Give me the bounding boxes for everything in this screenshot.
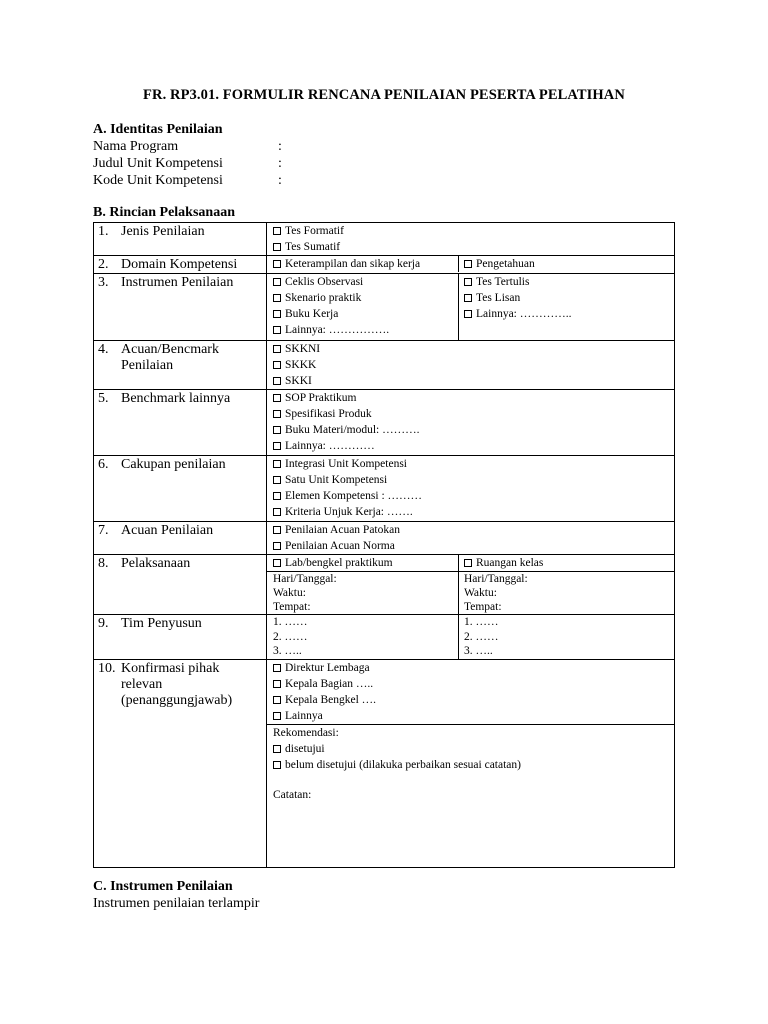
checkbox-option[interactable]: [273, 741, 674, 757]
identity-fields: [93, 138, 298, 189]
row-label-cell: [94, 660, 267, 868]
option-label: Ruangan kelas: [476, 557, 544, 569]
checkbox-option[interactable]: [464, 555, 674, 571]
option-label: SKKNI: [285, 343, 321, 355]
table-row: [94, 341, 675, 390]
row-label: Acuan/Bencmark Penilaian: [121, 342, 219, 373]
rincian-table: [93, 222, 675, 868]
row-options-cell: [267, 390, 675, 456]
option-label: Tes Lisan: [476, 292, 521, 304]
checkbox-icon[interactable]: [273, 476, 281, 484]
field-colon: :: [278, 173, 282, 188]
checkbox-option[interactable]: [464, 306, 674, 322]
row-label: Pelaksanaan: [121, 556, 191, 571]
option-label: Pengetahuan: [476, 258, 535, 270]
row-options-cell: [267, 615, 675, 660]
page-title: FR. RP3.01. FORMULIR RENCANA PENILAIAN PESERTA PELATIHAN: [143, 87, 625, 103]
row-label-cell: [94, 456, 267, 522]
row-number: 9.: [98, 616, 109, 631]
detail-waktu: Waktu:: [273, 587, 306, 599]
checkbox-icon[interactable]: [273, 680, 281, 688]
checkbox-option[interactable]: [273, 504, 674, 520]
row-label: Tim Penyusun: [121, 616, 202, 631]
checkbox-icon[interactable]: [273, 542, 281, 550]
checkbox-icon[interactable]: [273, 460, 281, 468]
row-options-cell: [267, 555, 675, 615]
option-label: Lainnya: …………..: [476, 308, 572, 320]
checkbox-option[interactable]: [273, 406, 674, 422]
field-kode-unit: [93, 172, 298, 189]
row-options-cell: [267, 256, 675, 274]
row-label: Konfirmasi pihak relevan (penanggungjawab): [121, 661, 233, 708]
table-row: [94, 660, 675, 868]
row-label: Benchmark lainnya: [121, 391, 231, 406]
option-label: Penilaian Acuan Norma: [285, 540, 395, 552]
checkbox-icon[interactable]: [273, 310, 281, 318]
detail-tempat: Tempat:: [273, 601, 311, 613]
checkbox-option[interactable]: [273, 223, 674, 239]
checkbox-option[interactable]: [273, 390, 674, 406]
row-options-cell: [267, 522, 675, 555]
checkbox-option[interactable]: [273, 306, 458, 322]
option-label: SKKK: [285, 359, 317, 371]
option-label: Kriteria Unjuk Kerja: …….: [285, 506, 413, 518]
checkbox-option[interactable]: [464, 256, 674, 272]
checkbox-icon[interactable]: [273, 426, 281, 434]
checkbox-option[interactable]: [273, 438, 674, 454]
row-number: 6.: [98, 457, 109, 472]
checkbox-option[interactable]: [464, 274, 674, 290]
option-label: Spesifikasi Produk: [285, 408, 372, 420]
option-label: Kepala Bengkel ….: [285, 694, 377, 706]
team-member: 2. ……: [273, 630, 308, 643]
team-member: 2. ……: [464, 630, 499, 643]
section-c-heading: C. Instrumen Penilaian: [93, 879, 233, 894]
checkbox-option[interactable]: [273, 373, 674, 389]
table-row: [94, 522, 675, 555]
checkbox-option[interactable]: [273, 555, 458, 571]
table-row: [94, 615, 675, 660]
option-label: Elemen Kompetensi : ………: [285, 490, 423, 502]
row-label: Domain Kompetensi: [121, 257, 238, 272]
row-number: 8.: [98, 556, 109, 571]
row-options-cell: [267, 456, 675, 522]
row-options-cell: [267, 223, 675, 256]
checkbox-option[interactable]: [273, 274, 458, 290]
row-label: Cakupan penilaian: [121, 457, 226, 472]
option-label: belum disetujui (dilakuka perbaikan sesuai catatan): [285, 759, 521, 771]
rekomendasi-label: Rekomendasi:: [273, 727, 339, 739]
section-b-heading: B. Rincian Pelaksanaan: [93, 205, 235, 220]
checkbox-icon[interactable]: [464, 260, 472, 268]
team-member: 1. ……: [464, 616, 499, 628]
table-row: [94, 456, 675, 522]
option-label: SKKI: [285, 375, 312, 387]
checkbox-icon[interactable]: [273, 442, 281, 450]
checkbox-icon[interactable]: [273, 377, 281, 385]
field-colon: :: [278, 139, 282, 154]
checkbox-option[interactable]: [273, 708, 674, 724]
option-label: Buku Kerja: [285, 308, 339, 320]
row-number: 1.: [98, 224, 109, 239]
row-options-cell: [267, 660, 675, 868]
checkbox-icon[interactable]: [273, 712, 281, 720]
option-label: Kepala Bagian …..: [285, 678, 374, 690]
checkbox-option[interactable]: [273, 757, 674, 773]
option-label: Lainnya: [285, 710, 323, 722]
field-label: Kode Unit Kompetensi: [93, 173, 223, 188]
checkbox-icon[interactable]: [273, 260, 281, 268]
option-label: Buku Materi/modul: ……….: [285, 424, 420, 436]
checkbox-option[interactable]: [273, 341, 674, 357]
checkbox-option[interactable]: [273, 290, 458, 306]
option-label: disetujui: [285, 743, 325, 755]
field-label: Nama Program: [93, 139, 179, 154]
checkbox-icon[interactable]: [464, 310, 472, 318]
checkbox-icon[interactable]: [464, 559, 472, 567]
row-number: 4.: [98, 342, 109, 357]
option-label: Satu Unit Kompetensi: [285, 474, 388, 486]
row-options-cell: [267, 341, 675, 390]
table-row: [94, 390, 675, 456]
option-label: Lab/bengkel praktikum: [285, 557, 393, 569]
row-number: 2.: [98, 257, 109, 272]
checkbox-icon[interactable]: [464, 294, 472, 302]
checkbox-icon[interactable]: [273, 227, 281, 235]
row-number: 5.: [98, 391, 109, 406]
team-member: 3. …..: [273, 645, 302, 657]
checkbox-option[interactable]: [273, 472, 674, 488]
option-label: Lainnya: …………….: [285, 324, 390, 336]
row-label-cell: [94, 390, 267, 456]
checkbox-option[interactable]: [273, 456, 674, 472]
checkbox-option[interactable]: [273, 488, 674, 504]
checkbox-icon[interactable]: [273, 345, 281, 353]
checkbox-icon[interactable]: [273, 361, 281, 369]
table-row: [94, 555, 675, 615]
field-label: Judul Unit Kompetensi: [93, 156, 223, 171]
checkbox-option[interactable]: [273, 538, 674, 554]
table-row: [94, 256, 675, 274]
option-label: Direktur Lembaga: [285, 662, 370, 674]
checkbox-option[interactable]: [273, 660, 674, 676]
checkbox-icon[interactable]: [273, 394, 281, 402]
row-label-cell: [94, 274, 267, 341]
row-number: 3.: [98, 275, 109, 290]
option-label: Tes Tertulis: [476, 276, 530, 288]
row-options-cell: [267, 274, 675, 341]
option-label: Tes Formatif: [285, 225, 344, 237]
checkbox-icon[interactable]: [273, 696, 281, 704]
option-label: Penilaian Acuan Patokan: [285, 524, 400, 536]
checkbox-option[interactable]: [273, 676, 674, 692]
checkbox-option[interactable]: [273, 692, 674, 708]
field-nama-program: [93, 138, 298, 155]
checkbox-icon[interactable]: [273, 492, 281, 500]
detail-hari: Hari/Tanggal:: [273, 573, 337, 585]
checkbox-icon[interactable]: [273, 294, 281, 302]
checkbox-option[interactable]: [273, 256, 458, 272]
row-label-cell: [94, 522, 267, 555]
detail-hari: Hari/Tanggal:: [464, 573, 528, 585]
checkbox-icon[interactable]: [273, 761, 281, 769]
checkbox-icon[interactable]: [273, 526, 281, 534]
checkbox-icon[interactable]: [464, 278, 472, 286]
detail-waktu: Waktu:: [464, 587, 497, 599]
checkbox-icon[interactable]: [273, 664, 281, 672]
row-label-cell: [94, 341, 267, 390]
option-label: Lainnya: …………: [285, 440, 375, 452]
checkbox-icon[interactable]: [273, 278, 281, 286]
row-number: 7.: [98, 523, 109, 538]
row-label-cell: [94, 615, 267, 660]
checkbox-icon[interactable]: [273, 410, 281, 418]
checkbox-icon[interactable]: [273, 326, 281, 334]
row-label: Jenis Penilaian: [121, 224, 205, 239]
checkbox-icon[interactable]: [273, 745, 281, 753]
field-judul-unit: [93, 155, 298, 172]
checkbox-icon[interactable]: [273, 508, 281, 516]
option-label: Tes Sumatif: [285, 241, 341, 253]
option-label: Ceklis Observasi: [285, 276, 364, 288]
table-row: [94, 223, 675, 256]
checkbox-icon[interactable]: [273, 243, 281, 251]
option-label: Integrasi Unit Kompetensi: [285, 458, 408, 470]
row-number: 10.: [98, 661, 116, 676]
row-label-cell: [94, 223, 267, 256]
team-member: 3. …..: [464, 645, 493, 657]
field-colon: :: [278, 156, 282, 171]
checkbox-option[interactable]: [273, 357, 674, 373]
section-a-heading: A. Identitas Penilaian: [93, 122, 223, 137]
checkbox-option[interactable]: [273, 422, 674, 438]
row-label: Instrumen Penilaian: [121, 275, 234, 290]
checkbox-option[interactable]: [464, 290, 674, 306]
option-label: SOP Praktikum: [285, 392, 357, 404]
section-c-text: Instrumen penilaian terlampir: [93, 896, 260, 911]
table-row: [94, 274, 675, 341]
option-label: Skenario praktik: [285, 292, 362, 304]
row-label-cell: [94, 555, 267, 615]
team-member: 1. ……: [273, 616, 308, 628]
row-label-cell: [94, 256, 267, 274]
detail-tempat: Tempat:: [464, 601, 502, 613]
checkbox-option[interactable]: [273, 522, 674, 538]
row-label: Acuan Penilaian: [121, 523, 214, 538]
option-label: Keterampilan dan sikap kerja: [285, 258, 421, 270]
checkbox-option[interactable]: [273, 322, 458, 338]
checkbox-icon[interactable]: [273, 559, 281, 567]
checkbox-option[interactable]: [273, 239, 674, 255]
catatan-label: Catatan:: [273, 789, 312, 801]
